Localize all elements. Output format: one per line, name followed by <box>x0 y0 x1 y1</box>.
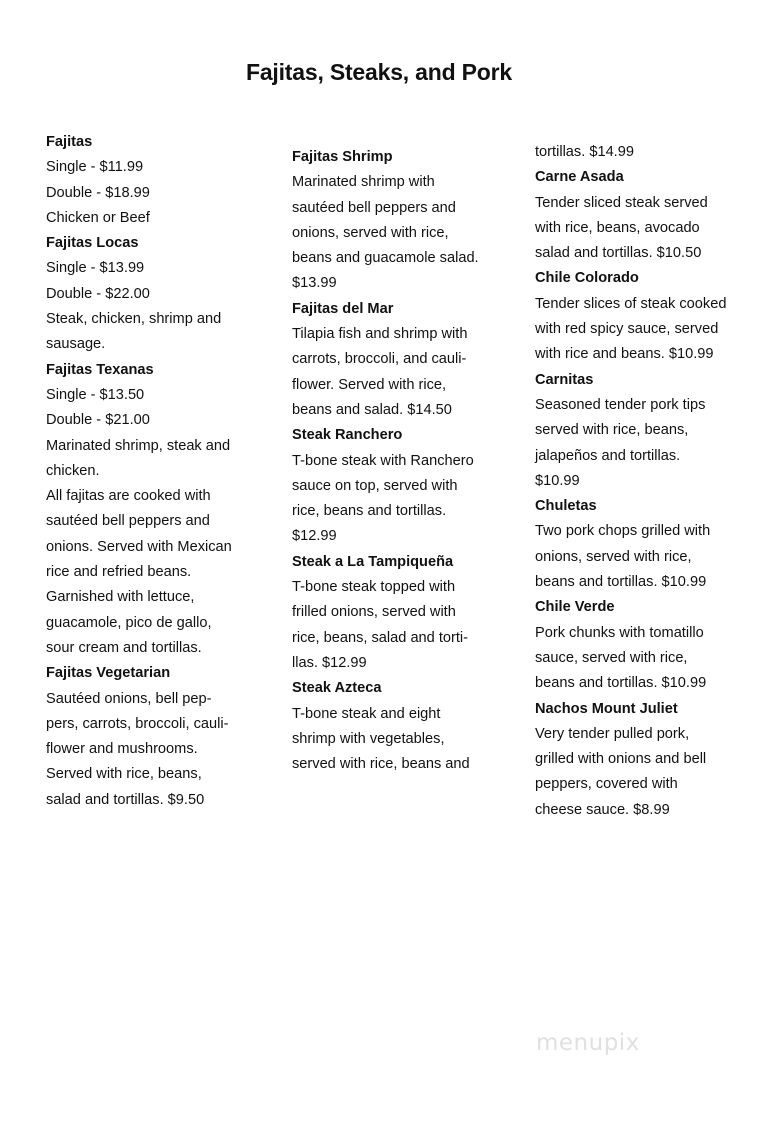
menu-item-text: T-bone steak and eight <box>292 705 441 722</box>
menu-item-text: with rice and beans. $10.99 <box>535 346 714 363</box>
menu-item-text: Single - $13.99 <box>46 260 145 277</box>
menu-item-text: jalapeños and tortillas. <box>535 447 681 464</box>
menu-item-text: carrots, broccoli, and cauli- <box>292 351 467 368</box>
menu-item-text: guacamole, pico de gallo, <box>46 614 212 631</box>
menu-item-heading: Carne Asada <box>535 169 624 186</box>
menu-item-text: Single - $13.50 <box>46 386 145 403</box>
menu-item-text: beans and tortillas. $10.99 <box>535 675 707 692</box>
menu-item-text: served with rice, beans, <box>535 422 689 439</box>
menu-item-text: rice, beans, salad and torti- <box>292 629 469 646</box>
menu-item-heading: Carnitas <box>535 371 594 388</box>
menu-item-heading: Fajitas <box>46 134 93 150</box>
menu-item-text: sauce, served with rice, <box>535 649 688 666</box>
menu-item-text: All fajitas are cooked with <box>46 488 211 505</box>
menu-item-text: peppers, covered with <box>535 776 678 793</box>
menu-item-text: Chicken or Beef <box>46 209 150 226</box>
menu-item-text: Tilapia fish and shrimp with <box>292 326 468 343</box>
menu-item-text: rice, beans and tortillas. <box>292 503 447 520</box>
menu-item-text: with rice, beans, avocado <box>535 219 700 236</box>
menu-item-text: Double - $21.00 <box>46 412 150 429</box>
menu-item-text: salad and tortillas. $9.50 <box>46 791 205 808</box>
menu-item-text: Marinated shrimp with <box>292 174 435 191</box>
menu-item-text: Tender sliced steak served <box>535 194 708 211</box>
menu-item-text: Double - $18.99 <box>46 184 150 201</box>
menu-item-text: sausage. <box>46 336 106 353</box>
menu-item-text: T-bone steak topped with <box>292 579 456 596</box>
menu-item-heading: Fajitas Shrimp <box>292 149 393 165</box>
page-title: Fajitas, Steaks, and Pork <box>245 59 512 85</box>
menu-item-heading: Steak a La Tampiqueña <box>292 553 454 570</box>
menu-item-heading: Fajitas Locas <box>46 235 139 252</box>
menu-item-text: sautéed bell peppers and <box>46 513 210 530</box>
menu-item-text: pers, carrots, broccoli, cauli- <box>46 715 229 732</box>
menu-item-heading: Fajitas Vegetarian <box>46 665 171 682</box>
menu-item-text: Served with rice, beans, <box>46 766 202 783</box>
menu-item-text: $13.99 <box>292 275 337 292</box>
menupix-watermark-logo: menupix <box>536 1030 640 1056</box>
menu-item-text: served with rice, beans and <box>292 756 470 773</box>
menu-item-heading: Steak Ranchero <box>292 427 403 444</box>
menu-item-text: cheese sauce. $8.99 <box>535 801 670 818</box>
menu-column-2 <box>292 145 507 777</box>
menu-item-text: onions, served with rice, <box>292 224 449 241</box>
menu-item-text: beans and salad. $14.50 <box>292 401 452 418</box>
menu-item-heading: Chile Verde <box>535 599 615 616</box>
menu-item-text: flower and mushrooms. <box>46 741 198 758</box>
menu-item-text: T-bone steak with Ranchero <box>292 452 474 469</box>
menu-item-text: Marinated shrimp, steak and <box>46 437 231 454</box>
menu-item-heading: Fajitas del Mar <box>292 300 394 317</box>
menu-item-text: $12.99 <box>292 528 337 545</box>
menu-item-text: Sautéed onions, bell pep- <box>46 690 212 707</box>
menu-column-1 <box>46 130 261 813</box>
menu-item-text: Tender slices of steak cooked <box>535 295 727 312</box>
menu-item-heading: Fajitas Texanas <box>46 361 154 378</box>
menu-item-text: Seasoned tender pork tips <box>535 396 706 413</box>
menu-item-text: sautéed bell peppers and <box>292 199 456 216</box>
menu-item-text: Pork chunks with tomatillo <box>535 624 704 641</box>
menu-item-text: flower. Served with rice, <box>292 376 447 393</box>
menu-item-text: llas. $12.99 <box>292 654 367 671</box>
menu-item-text: Double - $22.00 <box>46 285 150 302</box>
menu-item-text: beans and tortillas. $10.99 <box>535 574 707 591</box>
menu-item-heading: Chile Colorado <box>535 270 639 287</box>
menu-item-text: Very tender pulled pork, <box>535 725 690 742</box>
menu-item-heading: Chuletas <box>535 498 597 515</box>
menu-item-heading: Nachos Mount Juliet <box>535 700 678 717</box>
menu-item-text: with red spicy sauce, served <box>535 321 719 338</box>
menu-item-text: shrimp with vegetables, <box>292 730 445 747</box>
menu-item-text: chicken. <box>46 462 100 479</box>
menu-item-text: grilled with onions and bell <box>535 751 707 768</box>
menu-item-text: frilled onions, served with <box>292 604 456 621</box>
menu-item-text: tortillas. $14.99 <box>535 144 634 160</box>
menu-item-text: onions, served with rice, <box>535 548 692 565</box>
menu-item-text: Steak, chicken, shrimp and <box>46 311 222 328</box>
menu-item-text: beans and guacamole salad. <box>292 250 479 267</box>
menu-item-text: Two pork chops grilled with <box>535 523 711 540</box>
menu-item-text: onions. Served with Mexican <box>46 538 232 555</box>
menu-item-text: $10.99 <box>535 472 580 489</box>
menu-item-heading: Steak Azteca <box>292 680 382 697</box>
menu-item-text: sauce on top, served with <box>292 477 458 494</box>
menu-item-text: Single - $11.99 <box>46 159 144 176</box>
menu-column-3 <box>535 140 750 823</box>
menu-item-text: rice and refried beans. <box>46 564 192 581</box>
menu-item-text: salad and tortillas. $10.50 <box>535 245 702 262</box>
menu-item-text: sour cream and tortillas. <box>46 639 202 656</box>
menu-item-text: Garnished with lettuce, <box>46 589 195 606</box>
